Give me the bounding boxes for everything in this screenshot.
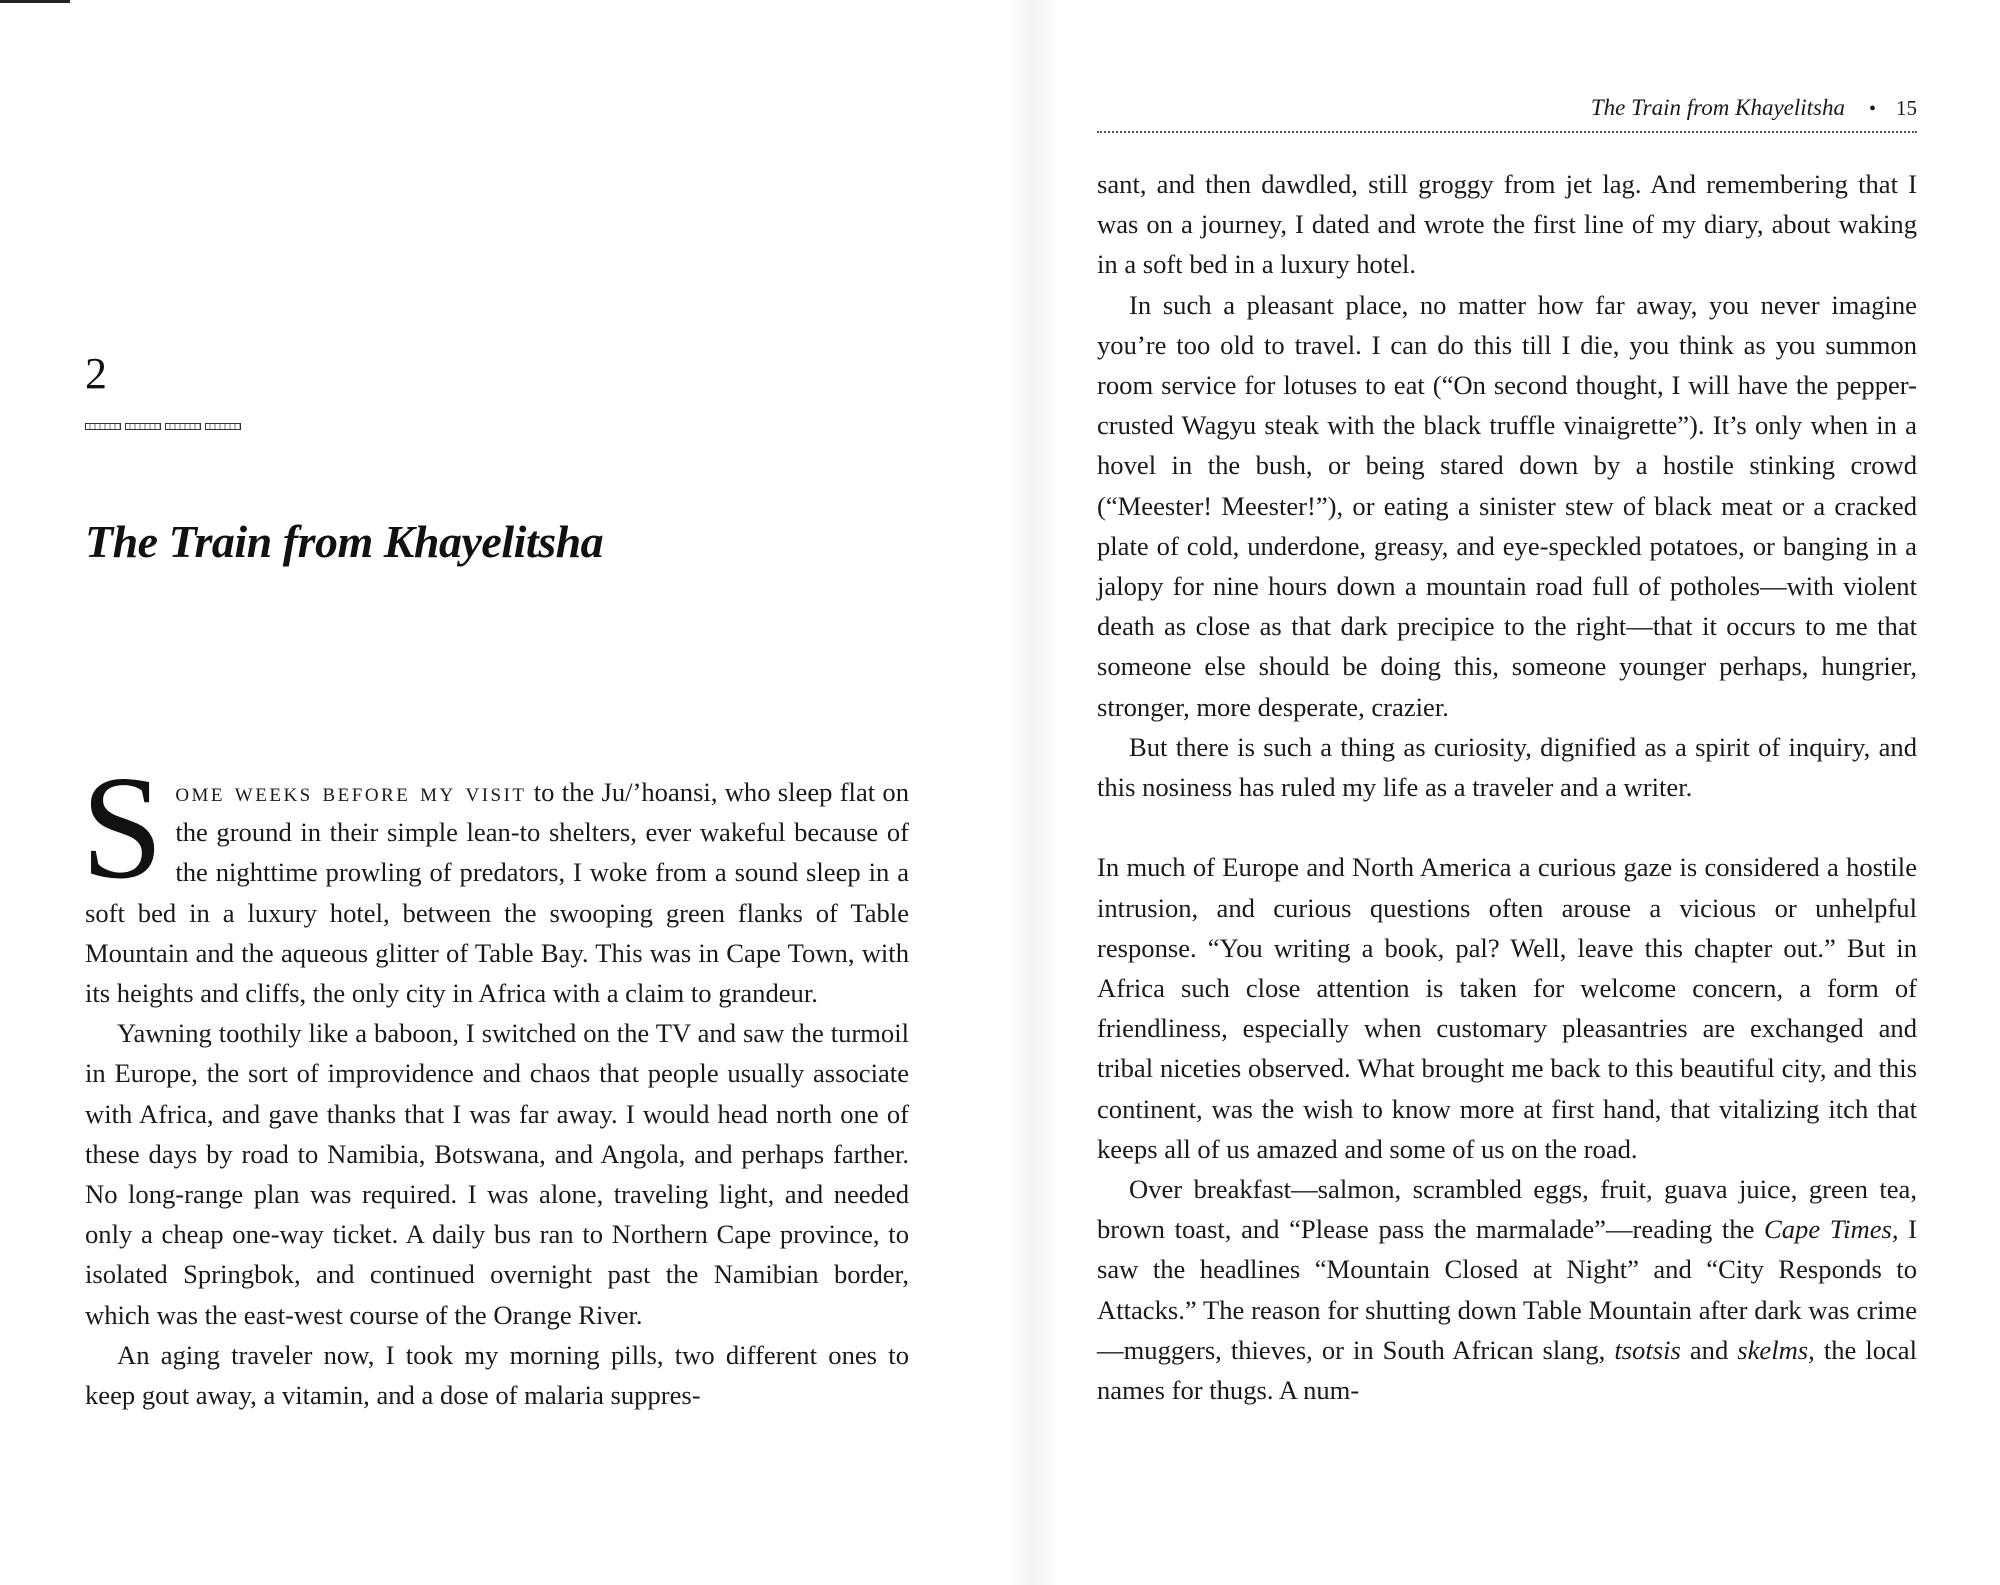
italic-term: tsotsis	[1614, 1334, 1681, 1365]
right-body-text	[1097, 164, 1917, 1410]
italic-term: skelms,	[1737, 1334, 1815, 1365]
right-page	[1097, 0, 1917, 1585]
bullet-separator: •	[1868, 98, 1876, 120]
chapter-ornament-rule	[85, 423, 241, 430]
paragraph: But there is such a thing as curiosity, dignified as a spirit of inquiry, and this nosiness has ruled my life as a traveler and a writer.	[1097, 731, 1917, 803]
italic-title: Cape Times,	[1764, 1214, 1899, 1245]
running-head-title: The Train from Khayelitsha	[1590, 95, 1845, 120]
page-number: 15	[1896, 96, 1917, 120]
ornament-segment	[85, 423, 121, 430]
left-page	[81, 0, 909, 1585]
paragraph: An aging traveler now, I took my morning pills, two different ones to keep gout away, a vitamin, and a dose of malaria suppres-	[85, 1339, 909, 1411]
paragraph-text: the local names for thugs. A num-	[1097, 1334, 1918, 1406]
ornament-segment	[165, 423, 201, 430]
book-gutter	[1010, 0, 1060, 1585]
paragraph	[81, 746, 909, 1013]
left-body-text	[81, 746, 909, 1415]
paragraph: In much of Europe and North America a curious gaze is considered a hostile intrusion, and curious questions often arouse a vicious or unhelpful response. “You writing a book, pal? Well, leave this chapter out.” But in Africa such close attention is taken for welcome concern, a form of friendliness, especially when customary pleasantries are exchanged and tribal niceties observed. What brought me back to this beautiful city, and this continent, was the wish to know more at first hand, that vitalizing itch that keeps all of us amazed and some of us on the road.	[1097, 852, 1917, 1164]
chapter-title: The Train from Khayelitsha	[85, 516, 604, 567]
chapter-number: 2	[85, 349, 107, 398]
scan-edge-mark	[0, 0, 70, 3]
running-head	[1097, 95, 1917, 133]
paragraph: Yawning toothily like a baboon, I switched on the TV and saw the turmoil in Europe, the sort of improvidence and chaos that people usually associate with Africa, and gave thanks that I was far away. I would head north one of these days by road to Namibia, Botswana, and Angola, and perhaps farther. No long-range plan was required. I was alone, traveling light, and needed only a cheap one-way ticket. A daily bus ran to Northern Cape province, to isolated Springbok, and continued overnight past the Namibian border, which was the east-west course of the Orange River.	[85, 1018, 909, 1330]
paragraph	[1097, 1169, 1917, 1410]
paragraph: sant, and then dawdled, still groggy from jet lag. And remembering that I was on a journey, I dated and wrote the first line of my diary, about waking in a soft bed in a luxury hotel.	[1097, 169, 1917, 280]
paragraph: In such a pleasant place, no matter how far away, you never imagine you’re too old to travel. I can do this till I die, you think as you summon room service for lotuses to eat (“On second thought, I will have the pepper-crusted Wagyu steak with the black truffle vinaigrette”). It’s only when in a hovel in the bush, or being stared down by a hostile stinking crowd (“Meester! Meester!”), or eating a sinister stew of black meat or a cracked plate of cold, underdone, greasy, and eye-speckled potatoes, or banging in a jalopy for nine hours down a mountain road full of potholes—with violent death as close as that dark precipice to the right—that it occurs to me that someone else should be doing this, someone younger perhaps, hungrier, stronger, more desperate, crazier.	[1097, 289, 1917, 722]
paragraph-text: and	[1680, 1334, 1738, 1365]
ornament-segment	[125, 423, 161, 430]
paragraph-text: I saw the headlines “Mountain Closed at Night” and “City Responds to Attacks.” The reason for shutting down Table Mountain after dark was crime—muggers, thieves, or in South African slang,	[1097, 1214, 1917, 1365]
paragraph-text: Over breakfast—salmon, scrambled eggs, fruit, guava juice, green tea, brown toast, and “Please pass the marmalade”—reading the	[1097, 1174, 1917, 1245]
opening-smallcaps: ome weeks before my visit	[175, 777, 527, 807]
ornament-segment	[205, 423, 241, 430]
drop-cap: S	[81, 746, 164, 910]
paragraph-text: to the Ju/’hoansi, who sleep flat on the ground in their simple lean-to shelters, ever wakeful because of the nighttime prowling of predators, I woke from a sound sleep in a soft bed in a luxury hotel, between the swooping green flanks of Table Mountain and the aqueous glitter of Table Bay. This was in Cape Town, with its heights and cliffs, the only city in Africa with a claim to grandeur.	[85, 777, 909, 1009]
